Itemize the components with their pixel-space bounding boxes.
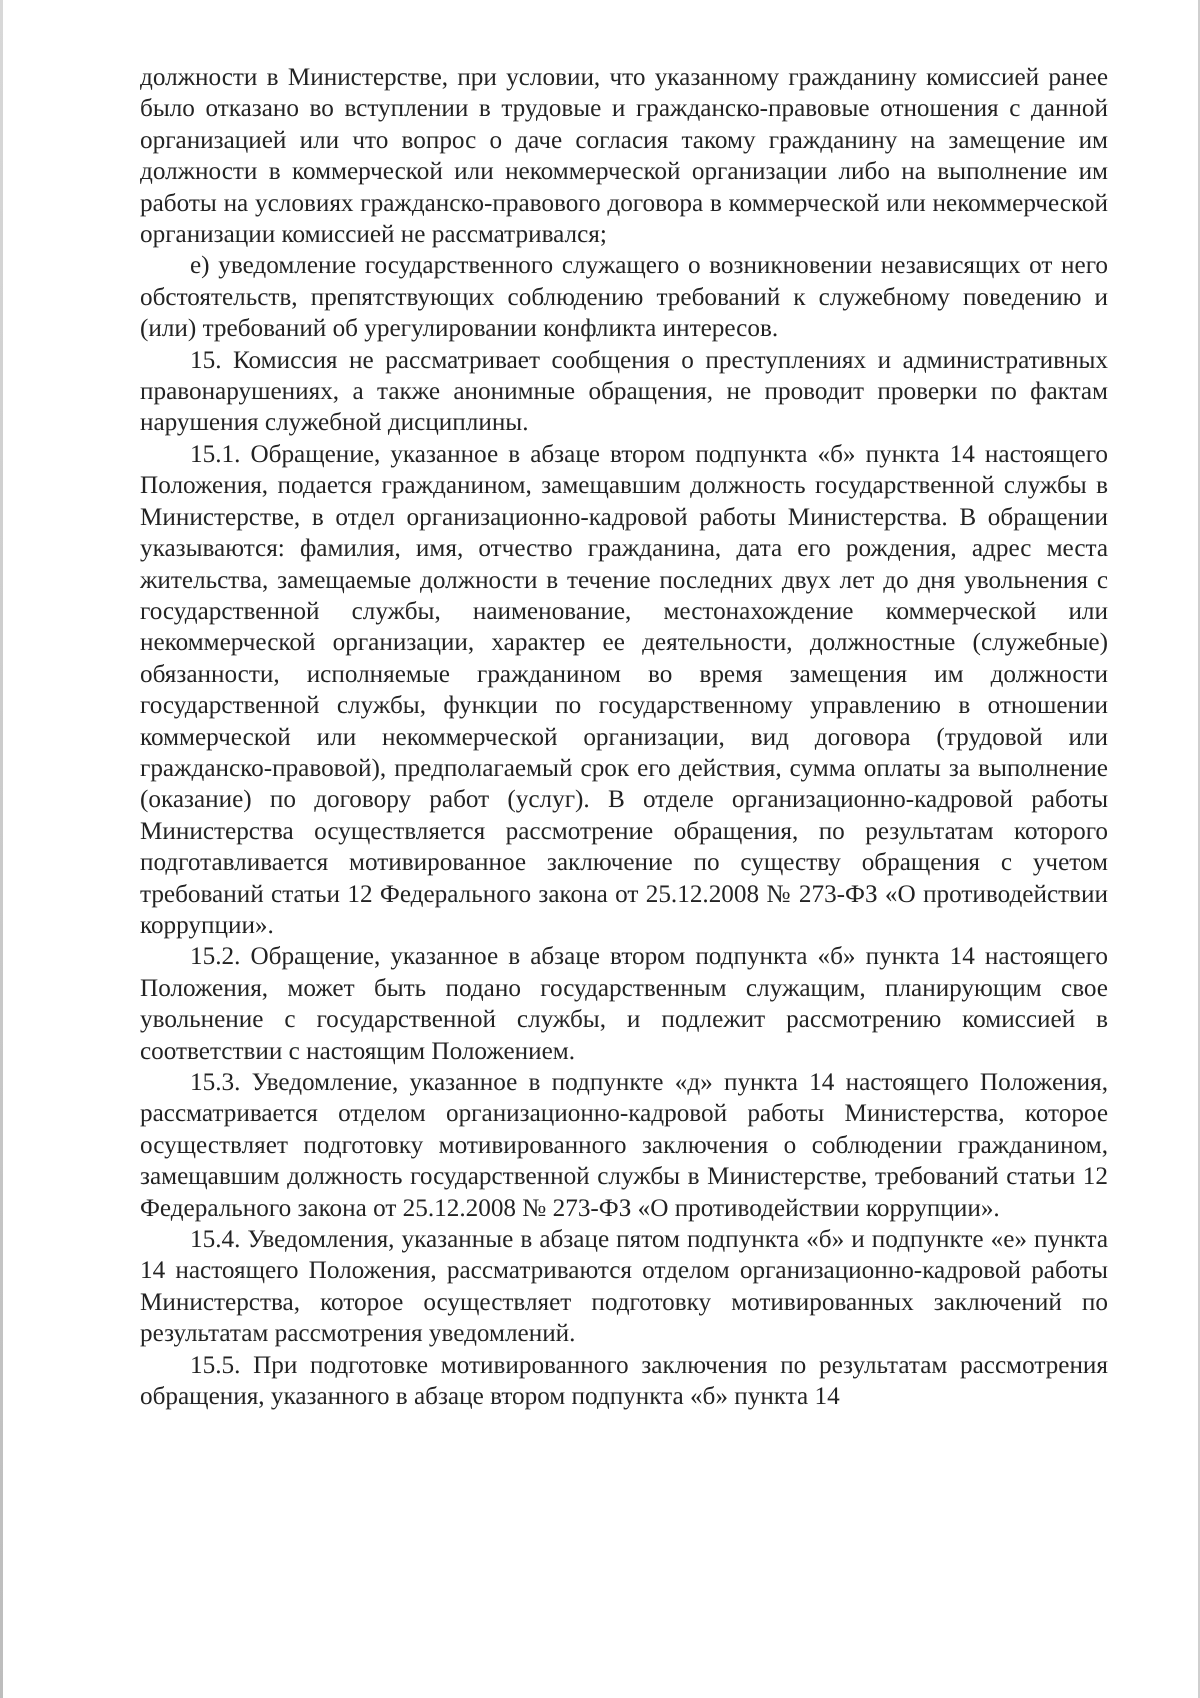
paragraph-15-4: 15.4. Уведомления, указанные в абзаце пятом подпункта «б» и подпункте «е» пункта 14 настоящего Положения, рассматриваются отделом организационно-кадровой работы Министерства, которое осуществляет подготовку мотивированных заключений по результатам рассмотрения уведомлений. [140,1226,1108,1348]
document-body [140,62,1108,1412]
paragraph-15-3: 15.3. Уведомление, указанное в подпункте «д» пункта 14 настоящего Положения, рассматривается отделом организационно-кадровой работы Министерства, которое осуществляет подготовку мотивированного заключения о соблюдении гражданином, замещавшим должность государственной службы в Министерстве, требований статьи 12 Федерального закона от 25.12.2008 № 273-ФЗ «О противодействии коррупции». [140,1069,1108,1222]
paragraph-continuation: должности в Министерстве, при условии, что указанному гражданину комиссией ранее было отказано во вступлении в трудовые и гражданско-правовые отношения с данной организацией или что вопрос о даче согласия такому гражданину на замещение им должности в коммерческой или некоммерческой организации либо на выполнение им работы на условиях гражданско-правового договора в коммерческой или некоммерческой организации комиссией не рассматривался; [140,64,1108,249]
paragraph-15-2: 15.2. Обращение, указанное в абзаце втором подпункта «б» пункта 14 настоящего Положения, может быть подано государственным служащим, планирующим свое увольнение с государственной службы, и подлежит рассмотрению комиссией в соответствии с настоящим Положением. [140,943,1108,1065]
scan-edge-left [0,0,3,1698]
paragraph-15-5: 15.5. При подготовке мотивированного заключения по результатам рассмотрения обращения, указанного в абзаце втором подпункта «б» пункта 14 [140,1351,1108,1411]
paragraph-subitem-e: е) уведомление государственного служащего о возникновении независящих от него обстоятельств, препятствующих соблюдению требований к служебному поведению и (или) требований об урегулировании конфликта интересов. [140,252,1108,343]
paragraph-15-1: 15.1. Обращение, указанное в абзаце втором подпункта «б» пункта 14 настоящего Положения, подается гражданином, замещавшим должность государственной службы в Министерстве, в отдел организационно-кадровой работы Министерства. В обращении указываются: фамилия, имя, отчество гражданина, дата его рождения, адрес места жительства, замещаемые должности в течение последних двух лет до дня увольнения с государственной службы, наименование, местонахождение коммерческой или некоммерческой организации, характер ее деятельности, должностные (служебные) обязанности, исполняемые гражданином во время замещения им должности государственной службы, функции по государственному управлению в отношении коммерческой или некоммерческой организации, вид договора (трудовой или гражданско-правовой), предполагаемый срок его действия, сумма оплаты за выполнение (оказание) по договору работ (услуг). В отделе организационно-кадровой работы Министерства осуществляется рассмотрение обращения, по результатам которого подготавливается мотивированное заключение по существу обращения с учетом требований статьи 12 Федерального закона от 25.12.2008 № 273-ФЗ «О противодействии коррупции». [140,440,1108,939]
paragraph-15: 15. Комиссия не рассматривает сообщения о преступлениях и административных правонарушениях, а также анонимные обращения, не проводит проверки по фактам нарушения служебной дисциплины. [140,346,1108,437]
